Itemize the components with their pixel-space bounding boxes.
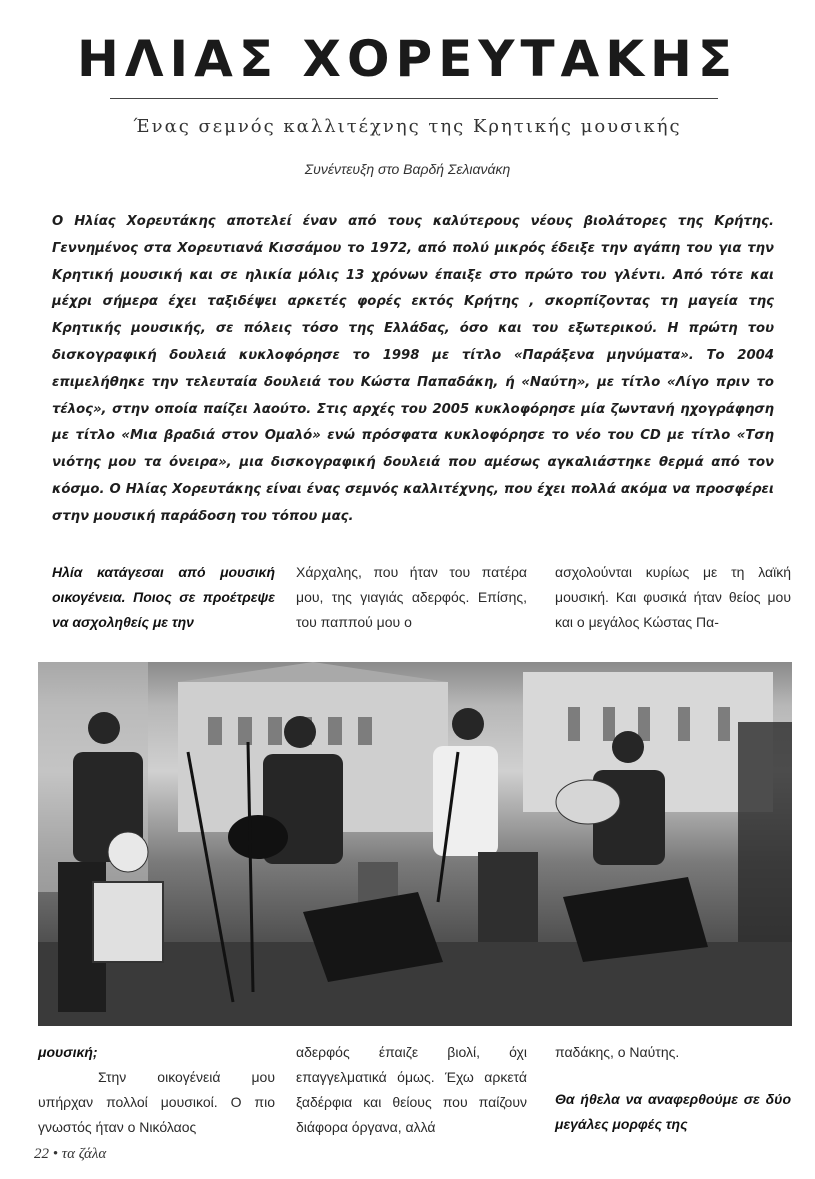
column-1-top <box>52 560 275 635</box>
question-text: Θα ήθελα να αναφερθούμε σε δύο μεγάλες μορφές της <box>555 1091 791 1132</box>
page-footer <box>34 1146 106 1163</box>
magazine-name: τα ζάλα <box>61 1146 107 1162</box>
band-photo <box>38 662 792 1026</box>
column-2-bottom: αδερφός έπαιζε βιολί, όχι επαγγελματικά όμως. Έχω αρκετά ξαδέρφια και θείους που παίζουν διάφορα όργανα, αλλά <box>296 1044 527 1135</box>
answer-text: Στην οικογένειά μου υπήρχαν πολλοί μουσικοί. Ο πιο γνωστός ήταν ο Νικόλαος <box>38 1069 275 1135</box>
question-text: Ηλία κατάγεσαι από μουσική οικογένεια. Ποιος σε προέτρεψε να ασχοληθείς με την <box>52 564 275 630</box>
column-1-bottom <box>38 1040 275 1140</box>
article-title: ΗΛΙΑΣ ΧΟΡΕΥΤΑΚΗΣ <box>76 30 738 88</box>
column-2-top: Χάρχαλης, που ήταν του πατέρα μου, της γιαγιάς αδερφός. Επίσης, του παππού μου ο <box>296 564 527 630</box>
answer-end-text: παδάκης, ο Ναύτης. <box>555 1044 680 1060</box>
band-photo-illustration <box>38 662 792 1026</box>
page-number: 22 <box>34 1146 49 1162</box>
article-subtitle: Ένας σεμνός καλλιτέχνης της Κρητικής μουσικής <box>133 116 682 137</box>
article-byline: Συνέντευξη στο Βαρδή Σελιανάκη <box>304 161 511 177</box>
question-end-text: μουσική; <box>38 1044 98 1060</box>
footer-separator: • <box>52 1146 59 1162</box>
column-3-top: ασχολούνται κυρίως με τη λαϊκή μουσική. Και φυσικά ήταν θείος μου και ο μεγάλος Κώστας Πα- <box>555 564 791 630</box>
column-3-bottom <box>555 1040 791 1137</box>
intro-paragraph: Ο Ηλίας Χορευτάκης αποτελεί έναν από τους καλύτερους νέους βιολάτορες της Κρήτης. Γεννημένος στα Χορευτιανά Κισσάμου το 1972, από πολύ μικρός έδειξε την αγάπη του για την Κρητική μουσική και σε ηλικία μόλις 13 χρόνων έπαιξε στο πρώτο του γλέντι. Από τότε και μέχρι σήμερα έχει ταξιδέψει αρκετές φορές εκτός Κρήτης , σκορπίζοντας τη μαγεία της Κρητικής μουσικής, σε πόλεις τόσο της Ελλάδας, όσο και του εξωτερικού. Η πρώτη του δισκογραφική δουλειά κυκλοφόρησε το 1998 με τίτλο «Παράξενα μηνύματα». Το 2004 επιμελήθηκε την τελευταία δουλειά του Κώστα Παπαδάκη, ή «Ναύτη», με τίτλο «Λίγο πριν το τέλος», στην οποία παίζει λαούτο. Στις αρχές του 2005 κυκλοφόρησε μία ζωντανή ηχογράφηση με τίτλο «Μια βραδιά στον Ομαλό» ενώ πρόσφατα κυκλοφόρησε το νέο του CD με τίτλο «Τση νιότης μου τα όνειρα», μια δισκογραφική δουλειά που αμέσως αγκαλιάστηκε θερμά από τον κόσμο. Ο Ηλίας Χορευτάκης είναι ένας σεμνός καλλιτέχνης, που έχει πολλά ακόμα να προσφέρει στην μουσική παράδοση του τόπου μας. <box>52 214 774 524</box>
title-divider <box>110 98 718 99</box>
